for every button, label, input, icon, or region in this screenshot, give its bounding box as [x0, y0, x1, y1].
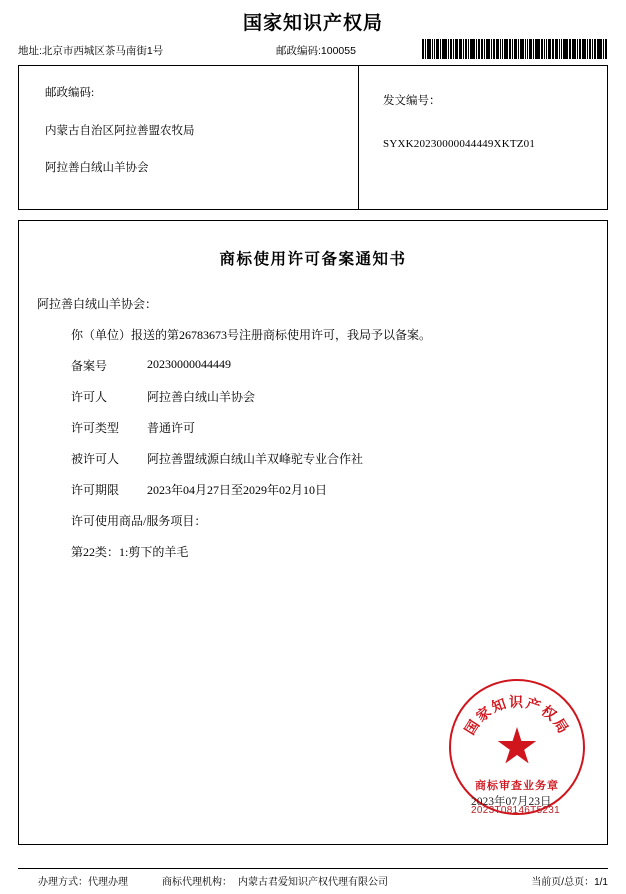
page-footer [18, 868, 608, 888]
issuing-organization-title: 国家知识产权局 [242, 13, 383, 34]
field-label: 许可类型 [71, 421, 120, 435]
goods-services-label: 许可使用商品/服务项目： [71, 514, 207, 528]
recipient-zip-label: 邮政编码: [45, 87, 95, 99]
handling-method-value: 代理办理 [88, 877, 128, 888]
agency-value: 内蒙古君爱知识产权代理有限公司 [238, 877, 388, 888]
recipient-association: 阿拉善白绒山羊协会 [45, 162, 149, 174]
seal-verification-code: 2023T08146T5231 [471, 805, 561, 816]
handling-method-label: 办理方式： [38, 877, 88, 888]
field-licensor [71, 388, 607, 405]
header-meta-row [18, 41, 608, 59]
goods-services-value: 第22类：1:剪下的羊毛 [71, 545, 189, 559]
document-page [0, 8, 626, 894]
document-number-value: SYXK20230000044449XKTZ01 [383, 138, 536, 150]
document-number-block [359, 66, 607, 209]
notice-body-box [18, 220, 608, 845]
notice-addressee: 阿拉善白绒山羊协会： [37, 297, 158, 311]
recipient-organization: 内蒙古自治区阿拉善盟农牧局 [45, 124, 195, 137]
office-address: 地址:北京市西城区茶马南街1号 [18, 45, 164, 57]
field-value: 20230000044449 [147, 357, 231, 371]
pagination: 当前页/总页：1/1 [531, 877, 608, 888]
recipient-block [19, 66, 359, 209]
office-postal-code: 邮政编码:100055 [276, 45, 356, 57]
field-value: 阿拉善白绒山羊协会 [147, 390, 256, 404]
notice-title: 商标使用许可备案通知书 [219, 251, 407, 268]
seal-department-label: 商标审查业务章 [475, 780, 559, 792]
field-label: 被许可人 [71, 452, 120, 466]
field-value: 阿拉善盟绒源白绒山羊双峰驼专业合作社 [147, 452, 364, 466]
field-label: 备案号 [71, 359, 108, 373]
seal-date: 2023年07月23日 [471, 796, 552, 808]
document-number-label: 发文编号： [383, 95, 441, 107]
field-value: 2023年04月27日至2029年02月10日 [147, 483, 328, 497]
agency-label: 商标代理机构： [162, 877, 232, 888]
field-licensee [71, 450, 607, 467]
field-license-type [71, 419, 607, 436]
seal-arc-label: 国家知识产权局 [461, 694, 573, 738]
envelope-box [18, 65, 608, 210]
field-label: 许可期限 [71, 483, 120, 497]
notice-paragraph: 你（单位）报送的第26783673号注册商标使用许可，我局予以备案。 [71, 328, 432, 342]
barcode-icon [422, 39, 608, 59]
field-license-period [71, 481, 607, 498]
field-record-number [71, 357, 607, 374]
field-label: 许可人 [71, 390, 108, 404]
field-value: 普通许可 [147, 421, 196, 435]
